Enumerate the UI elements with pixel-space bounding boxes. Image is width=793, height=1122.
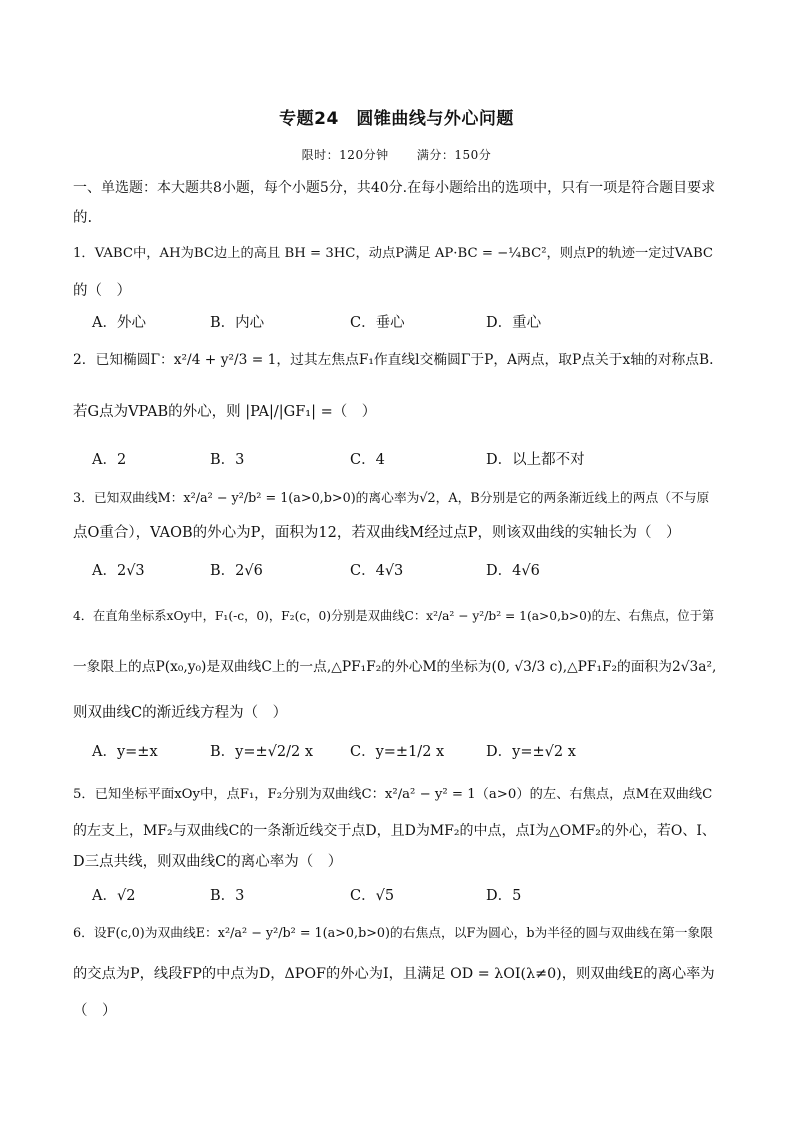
option-a[interactable]: A．外心	[92, 315, 146, 331]
page-title: 专题24 圆锥曲线与外心问题	[279, 109, 514, 129]
question-2-stem-cont: 若G点为VPAB的外心，则 |PA|/|GF₁| =（ ）	[73, 404, 377, 420]
exam-info	[0, 146, 793, 163]
question-text: 在直角坐标系xOy中，F₁(-c，0)，F₂(c，0)分别是双曲线C：x²/a² − y²/b² = 1(a>0,b>0)的左、右焦点，位于第	[93, 609, 715, 623]
option-d[interactable]: D．5	[486, 888, 522, 904]
time-limit: 限时：120分钟	[301, 148, 389, 162]
option-d[interactable]: D．以上都不对	[486, 452, 585, 468]
question-number: 6．	[73, 926, 94, 941]
option-b[interactable]: B．y=±√2/2 x	[210, 744, 314, 760]
question-5-options	[92, 885, 721, 907]
full-score: 满分：150分	[416, 148, 492, 162]
option-d[interactable]: D．重心	[486, 315, 542, 331]
question-5-stem	[73, 784, 721, 806]
question-number: 4．	[73, 609, 94, 623]
question-3-stem	[73, 488, 721, 510]
question-text: 已知坐标平面xOy中，点F₁，F₂分别为双曲线C：x²/a² − y² = 1（a>0）的左、右焦点，点M在双曲线C	[94, 787, 713, 802]
option-a[interactable]: A．2√3	[92, 563, 145, 579]
question-text: 已知双曲线M：x²/a² − y²/b² = 1(a>0,b>0)的离心率为√2，A，B分别是它的两条渐近线上的两点（不与原	[93, 491, 710, 506]
section-heading-cont: 的.	[73, 210, 93, 226]
question-number: 3．	[73, 491, 94, 506]
question-5-stem-cont: 的左支上，MF₂与双曲线C的一条渐近线交于点D，且D为MF₂的中点，点I为△OMF₂的外心，若O、I、	[73, 823, 716, 839]
question-text: 已知椭圆Γ：x²/4 + y²/3 = 1，过其左焦点F₁作直线l交椭圆Γ于P，A两点，取P点关于x轴的对称点B.	[95, 352, 714, 368]
option-b[interactable]: B．内心	[210, 315, 265, 331]
question-number: 5．	[73, 787, 95, 802]
option-c[interactable]: C．4√3	[350, 563, 404, 579]
question-1-stem	[73, 243, 721, 265]
question-2-options	[92, 449, 721, 471]
question-1-stem-cont: 的（ ）	[73, 283, 131, 299]
question-4-options	[92, 741, 721, 763]
option-c[interactable]: C．垂心	[350, 315, 405, 331]
question-2-stem	[73, 349, 721, 371]
option-a[interactable]: A．√2	[92, 888, 136, 904]
question-6-stem	[73, 923, 721, 945]
question-3-options	[92, 560, 721, 582]
question-3-stem-cont: 点O重合），VAOB的外心为P，面积为12，若双曲线M经过点P，则该双曲线的实轴长为（ ）	[73, 525, 681, 541]
option-c[interactable]: C．4	[350, 452, 385, 468]
question-6-stem-cont: 的交点为P，线段FP的中点为D，ΔPOF的外心为I，且满足 OD = λOI(λ≠0)，则双曲线E的离心率为	[73, 966, 715, 982]
question-text: 设F(c,0)为双曲线E：x²/a² − y²/b² = 1(a>0,b>0)的右焦点，以F为圆心，b为半径的圆与双曲线在第一象限	[93, 926, 714, 941]
option-b[interactable]: B．3	[210, 452, 245, 468]
option-c[interactable]: C．√5	[350, 888, 395, 904]
question-number: 1．	[73, 246, 95, 261]
question-4-stem-cont2: 则双曲线C的渐近线方程为（ ）	[73, 705, 288, 721]
question-5-stem-cont2: D三点共线，则双曲线C的离心率为（ ）	[73, 854, 343, 870]
option-d[interactable]: D．y=±√2 x	[486, 744, 576, 760]
option-b[interactable]: B．3	[210, 888, 245, 904]
option-a[interactable]: A．2	[92, 452, 127, 468]
question-4-stem	[73, 605, 721, 627]
option-c[interactable]: C．y=±1/2 x	[350, 744, 445, 760]
option-a[interactable]: A．y=±x	[92, 744, 158, 760]
question-1-options	[92, 312, 721, 334]
section-heading: 一、单选题：本大题共8小题，每个小题5分，共40分.在每小题给出的选项中，只有一项是符合题目要求	[73, 180, 716, 196]
option-d[interactable]: D．4√6	[486, 563, 540, 579]
question-number: 2．	[73, 352, 96, 368]
option-b[interactable]: B．2√6	[210, 563, 263, 579]
question-4-stem-cont: 一象限上的点P(x₀,y₀)是双曲线C上的一点,△PF₁F₂的外心M的坐标为(0, √3/3 c),△PF₁F₂的面积为2√3a²,	[73, 659, 717, 675]
question-text: VABC中，AH为BC边上的高且 BH = 3HC，动点P满足 AP·BC = −¼BC²，则点P的轨迹一定过VABC	[94, 246, 714, 261]
question-6-stem-cont2: （ ）	[73, 1003, 117, 1019]
